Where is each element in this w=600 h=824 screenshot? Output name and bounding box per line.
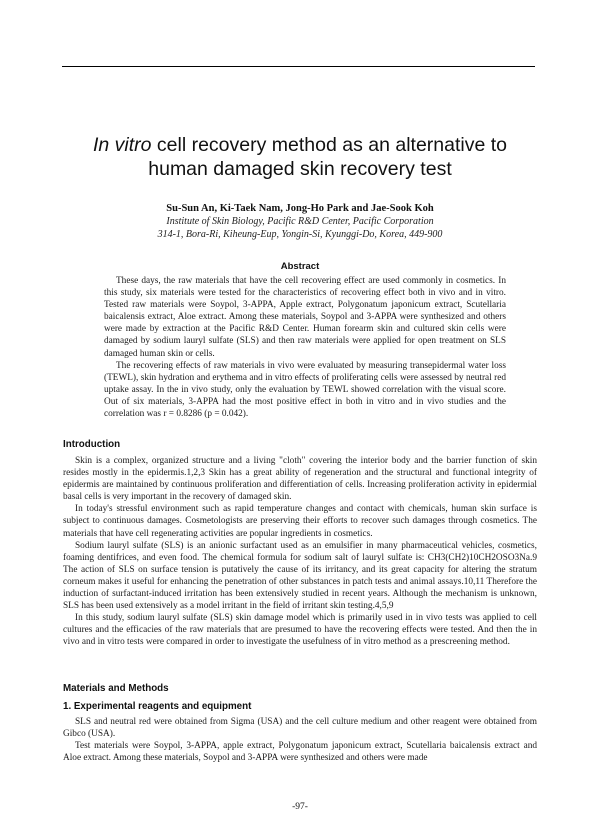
introduction-body: [63, 455, 537, 649]
methods-heading: Materials and Methods: [63, 683, 169, 694]
methods-paragraph: SLS and neutral red were obtained from Sigma (USA) and the cell culture medium and other reagent were obtained from Gibco (USA).: [63, 717, 537, 740]
title-line2: human damaged skin recovery test: [148, 158, 452, 180]
paper-title: [60, 133, 540, 181]
intro-paragraph: Sodium lauryl sulfate (SLS) is an anionic surfactant used as an emulsifier in many pharmaceutical vehicles, cosmetics, foaming dentifrices, and even food. The chemical formula for sodium salt of lauryl sulfate is: CH3(CH2)10CH2OSO3Na.9 The action of SLS on surface tension is putatively the cause of its irritancy, and its great capacity for altering the stratum corneum makes it useful for enhancing the penetration of other substances in patch tests and animal assays.10,11 Therefore the induction of surfactant-induced irritation has been extensively studied in recent years. Although the mechanism is unknown, SLS has been used extensively as a model irritant in the field of irritant skin testing.4,5,9: [63, 540, 537, 612]
title-line1: cell recovery method as an alternative to: [151, 134, 508, 156]
title-italic: In vitro: [92, 134, 152, 156]
methods-paragraph: Test materials were Soypol, 3-APPA, apple extract, Polygonatum japonicum extract, Scutellaria baicalensis extract and Aloe extract. Among these materials, Soypol and 3-APPA were synthesized and others were made: [63, 741, 537, 764]
abstract-paragraph: These days, the raw materials that have the cell recovering effect are used commonly in cosmetics. In this study, six materials were tested for the characteristics of recovering effect both in vivo and in vitro. Tested raw materials were Soypol, 3-APPA, Apple extract, Polygonatum japonicum extract, Scutellaria baicalensis extract, Aloe extract. Among these materials, Soypol and 3-APPA were synthesized and others were made by extraction at the Pacific R&D Center. Human forearm skin and cultured skin cells were damaged by sodium lauryl sulfate (SLS) and then raw materials were applied for open treatment on SLS damaged human skin or cells.: [104, 276, 506, 359]
introduction-heading: Introduction: [63, 439, 121, 450]
methods-body: [63, 716, 537, 764]
affiliation-line1: Institute of Skin Biology, Pacific R&D Center, Pacific Corporation: [166, 216, 434, 227]
authors: Su-Sun An, Ki-Taek Nam, Jong-Ho Park and Jae-Sook Koh: [166, 203, 434, 214]
intro-paragraph: Skin is a complex, organized structure and a living "cloth" covering the interior body and the barrier function of skin resides mostly in the epidermis.1,2,3 Skin has a great ability of regeneration and the structural and functional integrity of epidermis are maintained by continuous proliferation and differentiation of cells. Increasing proliferation activity in epidermial basal cells is very important in the recovery of damaged skin.: [63, 456, 537, 503]
top-rule: [62, 66, 535, 67]
affiliation-line2: 314-1, Bora-Ri, Kiheung-Eup, Yongin-Si, Kyunggi-Do, Korea, 449-900: [157, 229, 443, 240]
abstract-body: [104, 275, 506, 420]
abstract-heading: Abstract: [280, 261, 320, 272]
page-number: -97-: [292, 802, 308, 812]
intro-paragraph: In this study, sodium lauryl sulfate (SLS) skin damage model which is primarily used in in vivo tests was applied to cell cultures and the efficacies of the raw materials that are presumed to have the recovering effects were tested. And then the in vivo and in vitro tests were compared in order to investigate the usefulness of in vitro method as a prescreening method.: [63, 613, 537, 648]
intro-paragraph: In today's stressful environment such as rapid temperature changes and contact with chemicals, human skin surface is subject to continuous damages. Cosmetologists are preserving their efforts to recover such damages through cosmetics. The materials that have cell regenerating activities are popular ingredients in cosmetics.: [63, 504, 537, 539]
methods-subheading: 1. Experimental reagents and equipment: [63, 701, 252, 712]
abstract-paragraph: The recovering effects of raw materials in vivo were evaluated by measuring transepidermal water loss (TEWL), skin hydration and erythema and in vitro effects of proliferating cells were assessed by neutral red uptake assay. In the in vivo study, only the evaluation by TEWL showed correlation with the visual score. Out of six materials, 3-APPA had the most positive effect in both in vitro and in vivo studies and the correlation was r = 0.8286 (p = 0.042).: [104, 360, 506, 420]
